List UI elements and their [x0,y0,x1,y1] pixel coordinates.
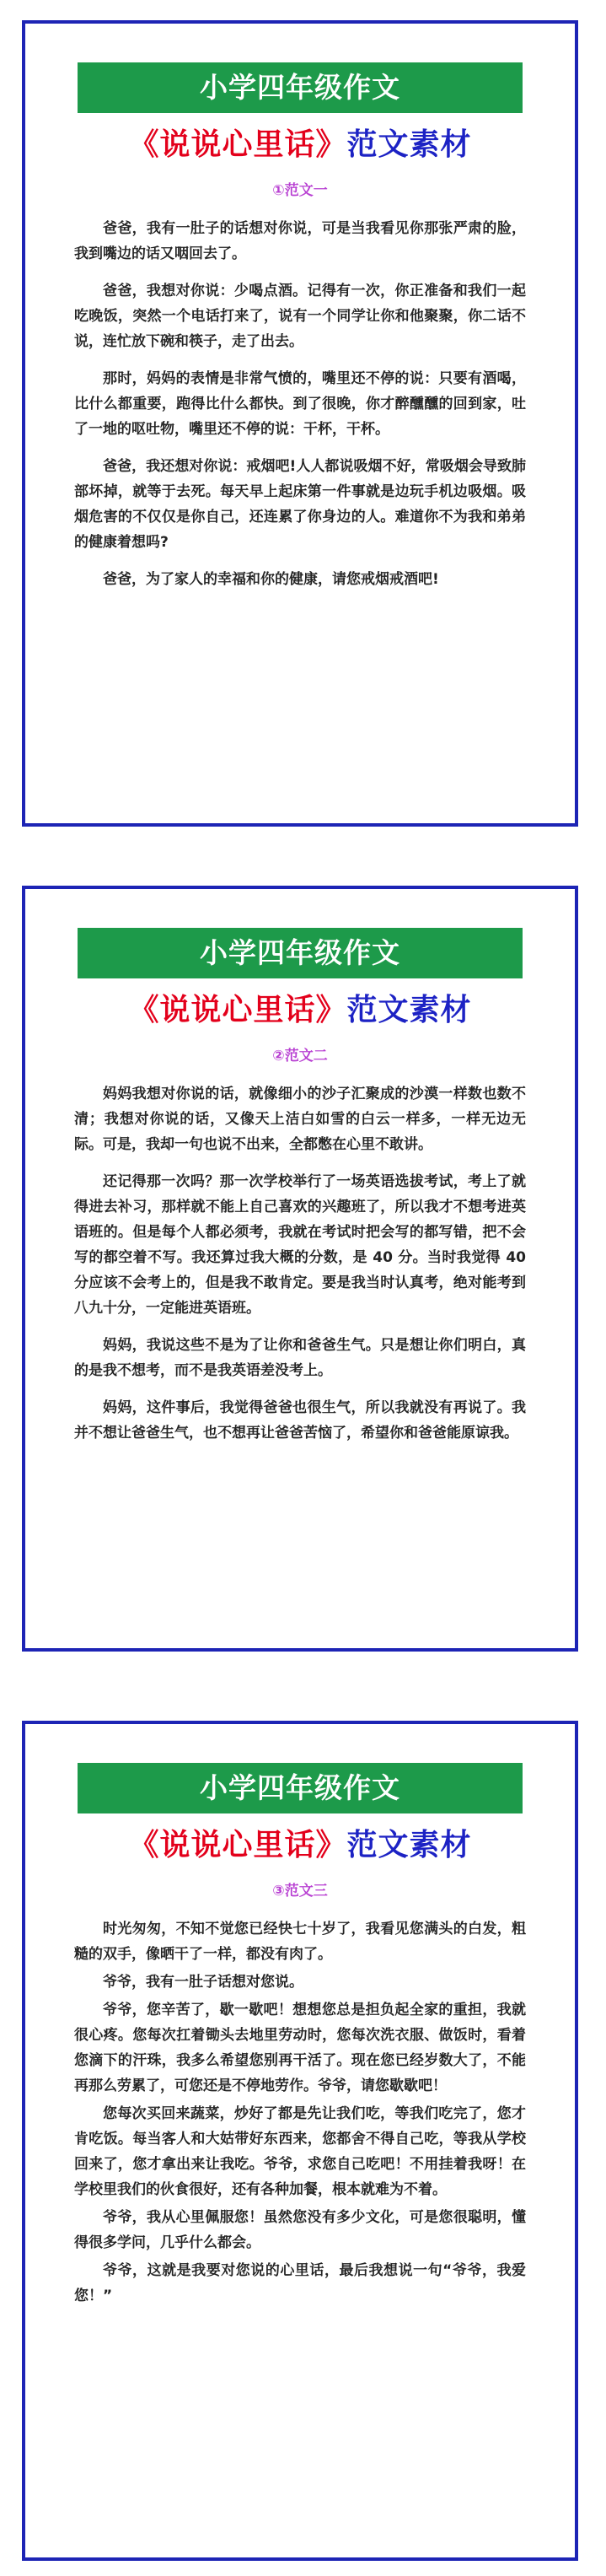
paragraph: 爸爸，我想对你说：少喝点酒。记得有一次，你正准备和我们一起吃晚饭，突然一个电话打来了，说有一个同学让你和他聚聚，你二话不说，连忙放下碗和筷子，走了出去。 [74,283,526,350]
essay-title [25,1825,575,1866]
paragraph: 爸爸，我还想对你说：戒烟吧!人人都说吸烟不好，常吸烟会导致肺部坏掉，就等于去死。每天早上起床第一件事就是边玩手机边吸烟。吸烟危害的不仅仅是你自己，还连累了你身边的人。难道你不为我和弟弟的健康着想吗? [74,458,526,551]
essay-label: ②范文二 [272,1048,328,1064]
title-blue: 范文素材 [346,1828,472,1862]
paragraph: 妈妈，我说这些不是为了让你和爸爸生气。只是想让你们明白，真的是我不想考，而不是我英语差没考上。 [74,1337,526,1379]
paragraph: 爷爷，我从心里佩服您！虽然您没有多少文化，可是您很聪明，懂得很多学问，几乎什么都会。 [74,2209,526,2251]
paragraph: 爷爷，这就是我要对您说的心里话，最后我想说一句“爷爷，我爱您！” [74,2262,526,2304]
paragraph: 妈妈我想对你说的话，就像细小的沙子汇聚成的沙漠一样数也数不清；我想对你说的话，又像天上洁白如雪的白云一样多，一样无边无际。可是，我却一句也说不出来，全都憋在心里不敢讲。 [74,1086,526,1153]
title-red: 《说说心里话》 [128,993,347,1027]
title-red: 《说说心里话》 [128,1828,347,1862]
paragraph: 还记得那一次吗？那一次学校举行了一场英语选拔考试，考上了就得进去补习，那样就不能上自己喜欢的兴趣班了，所以我才不想考进英语班的。但是每个人都必须考，我就在考试时把会写的都写错，把不会写的都空着不写。我还算过我大概的分数，是 40 分。当时我觉得 40 分应该不会考上的，但是我不敢肯定。要是我当时认真考，绝对能考到八九十分，一定能进英语班。 [74,1173,526,1317]
paragraph: 时光匆匆，不知不觉您已经快七十岁了，我看见您满头的白发，粗糙的双手，像晒干了一样，都没有肉了。 [74,1921,526,1963]
grade-banner: 小学四年级作文 [78,1763,523,1813]
title-blue: 范文素材 [346,127,472,162]
essay-body [25,1916,575,2309]
essay-title [25,125,575,165]
essay-label: ①范文一 [272,182,328,199]
paragraph: 那时，妈妈的表情是非常气愤的，嘴里还不停的说：只要有酒喝，比什么都重要，跑得比什么都快。到了很晚，你才醉醺醺的回到家，吐了一地的呕吐物，嘴里还不停的说：干杯，干杯。 [74,370,526,438]
paragraph: 爷爷，我有一肚子话想对您说。 [103,1974,303,1991]
essay-body [25,1081,575,1446]
paragraph: 您每次买回来蔬菜，炒好了都是先让我们吃，等我们吃完了，您才肯吃饭。每当客人和大姑带好东西来，您都舍不得自己吃，等我从学校回来了，您才拿出来让我吃。爷爷，求您自己吃吧！不用挂着我呀！在学校里我们的伙食很好，还有各种加餐，根本就难为不着。 [74,2105,526,2198]
title-red: 《说说心里话》 [128,127,347,162]
grade-banner: 小学四年级作文 [78,928,523,978]
essay-card-1 [22,20,578,827]
essay-body [25,216,575,592]
title-blue: 范文素材 [346,993,472,1027]
essay-card-3 [22,1721,578,2561]
paragraph: 爷爷，您辛苦了，歇一歇吧！想想您总是担负起全家的重担，我就很心疼。您每次扛着锄头去地里劳动时，您每次洗衣服、做饭时，看着您滴下的汗珠，我多么希望您别再干活了。现在您已经岁数大了，不能再那么劳累了，可您还是不停地劳作。爷爷，请您歇歇吧！ [74,2002,526,2094]
grade-banner: 小学四年级作文 [78,62,523,113]
paragraph: 爸爸，我有一肚子的话想对你说，可是当我看见你那张严肃的脸，我到嘴边的话又咽回去了。 [74,220,526,262]
essay-title [25,990,575,1031]
paragraph: 爸爸，为了家人的幸福和你的健康，请您戒烟戒酒吧! [103,571,439,588]
essay-label: ③范文三 [272,1883,328,1900]
paragraph: 妈妈，这件事后，我觉得爸爸也很生气，所以我就没有再说了。我并不想让爸爸生气，也不想再让爸爸苦恼了，希望你和爸爸能原谅我。 [74,1399,526,1442]
essay-card-2 [22,886,578,1652]
